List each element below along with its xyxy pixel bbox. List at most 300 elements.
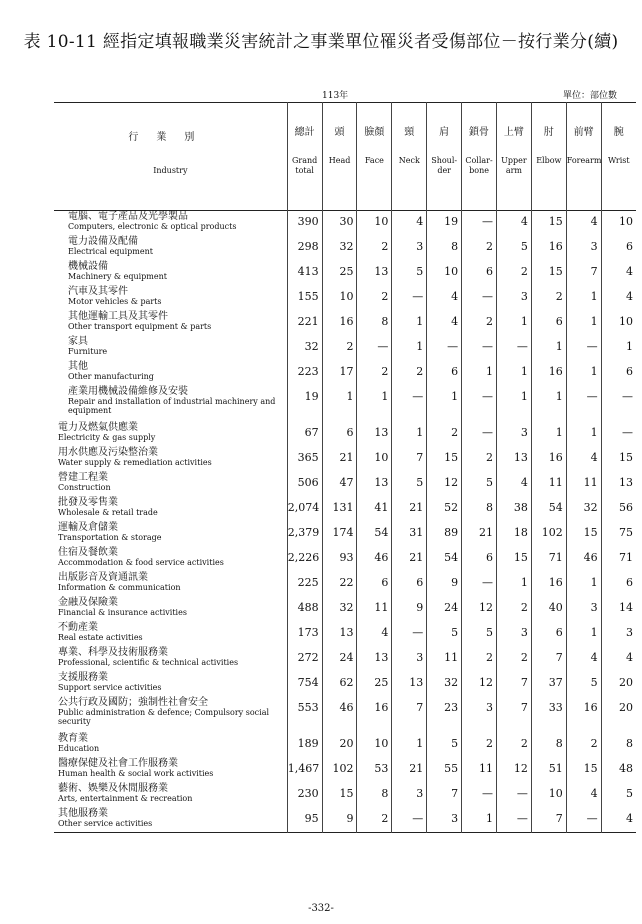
column-header-en: Upper arm [501,156,527,175]
value-cell [601,647,636,672]
value-text: — [516,786,528,800]
value-text: 30 [339,215,354,228]
value-text: 12 [478,600,493,614]
column-header-zh: 頸 [404,127,415,138]
value-text: 230 [297,786,319,800]
value-text: 15 [548,215,563,228]
value-text: 15 [548,264,563,278]
industry-header-zh: 行業別 [128,132,213,143]
value-cell [566,286,601,311]
value-cell [566,547,601,572]
table-row [54,672,636,697]
value-text: 225 [297,575,319,589]
value-text: 223 [297,364,319,378]
industry-name-zh: 公共行政及國防；強制性社會安全 [58,696,208,708]
value-text: 3 [416,650,424,664]
column-header-zh: 鎖骨 [469,127,490,138]
value-text: 1 [346,389,354,403]
column-header [531,103,566,211]
value-cell [601,572,636,597]
value-cell [531,211,566,236]
value-text: 2,226 [287,550,320,564]
value-cell [496,808,531,833]
value-text: 15 [444,450,459,464]
value-text: 46 [583,550,598,564]
table-row [54,386,636,422]
value-cell [496,522,531,547]
table-row [54,622,636,647]
value-cell [322,572,357,597]
value-text: 10 [548,786,563,800]
value-cell [357,808,392,833]
value-text: 13 [339,625,354,639]
value-text: 13 [374,650,389,664]
value-cell [287,572,322,597]
value-cell [601,672,636,697]
value-cell [496,547,531,572]
value-text: — [481,786,493,800]
value-cell [427,311,462,336]
value-cell [601,622,636,647]
value-cell [357,733,392,758]
value-cell [392,697,427,733]
industry-header [54,103,287,211]
value-text: 11 [548,475,563,489]
value-text: 6 [626,575,633,589]
value-cell [566,622,601,647]
value-cell [392,622,427,647]
value-text: 25 [339,264,354,278]
value-text: 4 [381,625,389,639]
value-cell [462,808,497,833]
value-text: 4 [626,264,633,278]
value-text: 3 [520,289,528,303]
value-text: 5 [416,264,424,278]
value-text: 16 [548,450,563,464]
industry-name-zh: 專業、科學及技術服務業 [58,646,168,658]
value-text: 95 [304,811,319,825]
value-cell [496,336,531,361]
value-cell [531,522,566,547]
value-text: 33 [548,700,563,714]
value-cell [601,597,636,622]
value-cell [357,236,392,261]
value-cell [392,472,427,497]
value-text: 10 [374,215,389,228]
table-row [54,311,636,336]
industry-cell [54,547,287,572]
value-cell [531,758,566,783]
value-text: 7 [451,786,459,800]
industry-cell [54,697,287,733]
value-cell [531,386,566,422]
table-row [54,647,636,672]
industry-name-en: Arts, entertainment & recreation [58,793,193,803]
value-cell [357,336,392,361]
value-cell [496,422,531,447]
value-text: 6 [346,425,354,439]
column-header-zh: 前臂 [573,127,594,138]
value-cell [287,236,322,261]
value-text: 21 [409,550,424,564]
value-cell [462,547,497,572]
value-cell [496,361,531,386]
value-text: 37 [548,675,563,689]
value-cell [601,783,636,808]
value-cell [601,236,636,261]
value-text: 16 [548,364,563,378]
value-cell [601,758,636,783]
value-text: 189 [297,736,319,750]
value-cell [531,622,566,647]
value-text: 10 [619,314,633,328]
industry-name-zh: 用水供應及污染整治業 [58,446,158,458]
industry-name-en: Support service activities [58,682,162,692]
value-text: 9 [346,811,354,825]
value-cell [566,647,601,672]
value-text: 32 [339,239,354,253]
value-text: 9 [451,575,459,589]
value-text: 13 [374,264,389,278]
value-cell [531,236,566,261]
value-text: 25 [374,675,389,689]
value-cell [531,733,566,758]
value-cell [357,211,392,236]
value-cell [566,597,601,622]
value-cell [462,386,497,422]
value-cell [427,472,462,497]
value-cell [392,361,427,386]
industry-name-en: Electricity & gas supply [58,432,156,442]
industry-name-zh: 出版影音及資通訊業 [58,571,148,583]
column-header-zh: 臉顏 [364,127,385,138]
industry-cell [54,497,287,522]
value-text: 131 [332,500,354,514]
value-text: — [412,811,424,825]
value-text: 2,379 [287,525,320,539]
value-cell [392,758,427,783]
value-text: 1 [590,289,598,303]
value-cell [322,336,357,361]
value-text: 46 [374,550,389,564]
value-text: — [412,289,424,303]
value-cell [392,647,427,672]
industry-cell [54,311,287,336]
industry-name-en: Education [58,743,100,753]
industry-name-en: Other manufacturing [68,371,154,381]
value-text: 4 [520,475,528,489]
column-header-zh: 上臂 [503,127,524,138]
industry-name-en: Wholesale & retail trade [58,507,158,517]
value-cell [531,497,566,522]
industry-name-en: Construction [58,482,111,492]
industry-cell [54,733,287,758]
value-cell [287,522,322,547]
value-cell [357,447,392,472]
value-cell [462,597,497,622]
value-text: 19 [304,389,319,403]
value-cell [531,447,566,472]
value-text: 1 [416,314,424,328]
value-text: 6 [555,314,563,328]
value-cell [531,572,566,597]
value-text: 3 [590,600,598,614]
value-text: 1 [451,389,459,403]
value-cell [566,386,601,422]
table-row [54,497,636,522]
column-header-en: Shoul-der [431,156,458,175]
industry-name-en: Accommodation & food service activities [58,557,224,567]
value-text: 13 [374,425,389,439]
value-cell [392,236,427,261]
value-text: — [586,339,598,353]
industry-name-en: Machinery & equipment [68,271,167,281]
value-text: 2,074 [287,500,320,514]
value-cell [427,336,462,361]
value-text: 4 [451,314,459,328]
value-cell [322,733,357,758]
value-cell [496,211,531,236]
value-text: 2 [485,450,493,464]
value-text: 54 [548,500,563,514]
industry-cell [54,286,287,311]
value-cell [287,697,322,733]
value-cell [427,697,462,733]
value-cell [462,361,497,386]
value-text: 5 [590,675,598,689]
industry-cell [54,672,287,697]
value-cell [601,547,636,572]
value-text: 8 [485,500,493,514]
value-cell [462,311,497,336]
value-cell [322,497,357,522]
value-text: 1 [485,364,493,378]
industry-header-en: Industry [153,166,188,175]
industry-name-zh: 其他運輸工具及其零件 [68,310,168,322]
value-text: 32 [583,500,598,514]
column-header-en: Grand total [292,156,318,175]
value-cell [392,597,427,622]
value-text: 13 [374,475,389,489]
value-text: 4 [626,811,633,825]
value-cell [427,547,462,572]
value-cell [462,497,497,522]
industry-name-en: Professional, scientific & technical activities [58,657,239,667]
value-text: 2 [346,339,354,353]
table-row [54,733,636,758]
value-cell [357,672,392,697]
industry-cell [54,783,287,808]
value-cell [566,311,601,336]
industry-cell [54,447,287,472]
value-text: 1 [416,425,424,439]
value-cell [496,597,531,622]
value-text: 71 [619,550,633,564]
value-text: 754 [297,675,319,689]
value-text: 4 [626,289,633,303]
value-text: 54 [444,550,459,564]
value-cell [496,672,531,697]
value-text: 2 [485,650,493,664]
value-text: 1 [590,575,598,589]
value-cell [392,286,427,311]
value-text: 6 [485,550,493,564]
value-text: 1,467 [287,761,320,775]
column-header [392,103,427,211]
value-text: 1 [520,314,528,328]
value-text: 390 [297,215,319,228]
value-cell [601,286,636,311]
value-text: 1 [555,389,563,403]
value-text: 4 [590,215,598,228]
value-text: 17 [339,364,354,378]
value-cell [392,672,427,697]
value-text: 5 [485,475,493,489]
value-cell [357,311,392,336]
value-text: 54 [374,525,389,539]
industry-name-zh: 電力設備及配備 [68,235,138,247]
value-cell [427,261,462,286]
value-cell [531,422,566,447]
value-text: — [377,339,389,353]
industry-name-zh: 家具 [68,335,88,347]
value-cell [601,386,636,422]
value-text: 11 [374,600,389,614]
column-header-zh: 肘 [543,127,554,138]
value-text: 2 [520,736,528,750]
value-cell [462,211,497,236]
value-text: 6 [626,364,633,378]
value-text: 8 [626,736,633,750]
value-text: 3 [416,786,424,800]
value-text: 11 [478,761,493,775]
value-cell [566,261,601,286]
industry-name-en: Financial & insurance activities [58,607,187,617]
industry-cell [54,758,287,783]
column-header-en: Neck [398,156,420,165]
value-cell [427,808,462,833]
column-header [566,103,601,211]
value-cell [287,597,322,622]
value-text: 2 [485,239,493,253]
industry-name-zh: 電腦、電子產品及光學製品 [68,211,188,222]
value-cell [427,783,462,808]
value-text: 6 [626,239,633,253]
value-text: 4 [416,215,424,228]
value-text: 7 [416,450,424,464]
value-cell [496,497,531,522]
industry-name-zh: 其他服務業 [58,807,108,819]
value-text: 41 [374,500,389,514]
value-text: 13 [409,675,424,689]
value-text: 3 [626,625,633,639]
value-cell [392,311,427,336]
value-cell [392,386,427,422]
value-text: 365 [297,450,319,464]
value-text: — [586,811,598,825]
industry-name-en: Public administration & defence; Compulsory social security [58,707,270,726]
column-header-zh: 總計 [294,127,315,138]
table-title: 表 10-11 經指定填報職業災害統計之事業單位罹災者受傷部位－按行業分(續) [23,32,619,52]
industry-name-en: Furniture [68,346,108,356]
column-header [462,103,497,211]
value-text: 10 [444,264,459,278]
value-text: 7 [520,700,528,714]
value-cell [287,808,322,833]
table-row [54,261,636,286]
value-cell [322,236,357,261]
value-cell [496,647,531,672]
value-cell [322,361,357,386]
value-text: 20 [619,700,633,714]
value-cell [462,261,497,286]
value-cell [531,336,566,361]
value-text: 15 [583,525,598,539]
value-text: 56 [619,500,633,514]
value-text: 3 [416,239,424,253]
value-text: — [447,339,459,353]
value-cell [531,547,566,572]
value-text: 2 [520,650,528,664]
industry-name-en: Human health & social work activities [58,768,214,778]
table-header-row [54,103,636,211]
table-row [54,808,636,833]
table-body [54,211,636,833]
value-text: 173 [297,625,319,639]
value-cell [427,597,462,622]
value-text: 20 [339,736,354,750]
value-text: 21 [409,761,424,775]
value-text: 1 [626,339,633,353]
value-cell [357,497,392,522]
value-text: — [481,339,493,353]
industry-cell [54,361,287,386]
value-text: 1 [520,575,528,589]
value-text: 8 [381,314,389,328]
value-text: 6 [485,264,493,278]
value-cell [566,472,601,497]
value-text: 32 [304,339,319,353]
value-text: — [412,625,424,639]
value-text: 553 [297,700,319,714]
value-cell [462,622,497,647]
value-cell [566,361,601,386]
value-cell [287,386,322,422]
table-row [54,336,636,361]
value-text: — [481,425,493,439]
industry-cell [54,622,287,647]
value-cell [566,211,601,236]
value-text: 1 [590,625,598,639]
value-cell [462,336,497,361]
value-cell [531,261,566,286]
value-text: 5 [451,625,459,639]
industry-name-zh: 機械設備 [68,260,108,272]
value-text: 6 [555,625,563,639]
value-cell [392,211,427,236]
value-cell [566,447,601,472]
value-cell [566,697,601,733]
value-text: 55 [444,761,459,775]
value-text: — [412,389,424,403]
value-text: 53 [374,761,389,775]
industry-name-en: Information & communication [58,582,181,592]
value-cell [496,447,531,472]
value-text: 2 [451,425,459,439]
value-text: 3 [451,811,459,825]
value-cell [357,572,392,597]
value-text: 13 [513,450,528,464]
